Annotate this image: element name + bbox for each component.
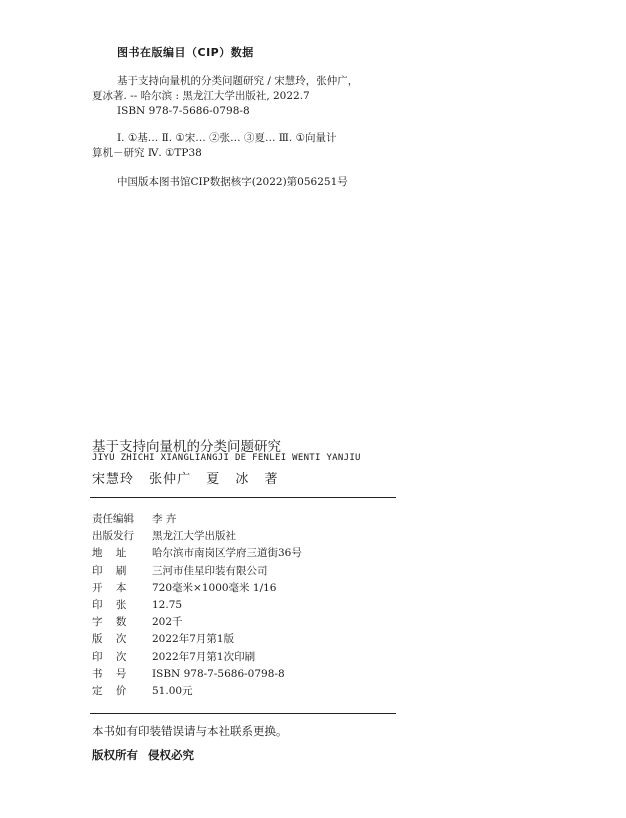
cip-classification-block xyxy=(92,131,337,161)
info-row xyxy=(92,511,302,528)
info-row xyxy=(92,614,302,631)
info-label: 印 张 xyxy=(92,598,127,611)
info-value: 51.00元 xyxy=(152,684,193,697)
cip-main-block xyxy=(92,74,358,119)
info-value: 2022年7月第1版 xyxy=(152,633,235,646)
cip-approval-note xyxy=(92,175,348,190)
info-label: 责任编辑 xyxy=(92,513,134,525)
info-value: 720毫米×1000毫米 1/16 xyxy=(152,581,277,594)
cip-heading: 图书在版编目（CIP）数据 xyxy=(117,46,254,59)
cip-line: ISBN 978-7-5686-0798-8 xyxy=(117,105,250,117)
info-label: 出版发行 xyxy=(92,530,134,543)
info-value: 哈尔滨市南岗区学府三道街36号 xyxy=(152,547,302,560)
info-row xyxy=(92,545,302,562)
info-label: 印 刷 xyxy=(92,564,127,577)
info-label: 开 本 xyxy=(92,581,127,594)
info-label: 印 次 xyxy=(92,650,127,663)
defect-notice: 本书如有印装错误请与本社联系更换。 xyxy=(92,724,288,738)
info-row xyxy=(92,597,302,614)
info-row xyxy=(92,631,302,648)
info-value: 黑龙江大学出版社 xyxy=(152,530,236,543)
info-row xyxy=(92,580,302,597)
copyright-notice: 版权所有 侵权必究 xyxy=(92,748,195,762)
info-value: 2022年7月第1次印刷 xyxy=(152,650,256,663)
info-row xyxy=(92,649,302,666)
info-row xyxy=(92,683,302,700)
info-row xyxy=(92,666,302,683)
info-label: 书 号 xyxy=(92,667,127,680)
info-value: 202千 xyxy=(152,616,183,629)
info-row xyxy=(92,563,302,580)
info-value: ISBN 978-7-5686-0798-8 xyxy=(152,667,285,680)
cip-approval-text: 中国版本图书馆CIP数据核字(2022)第056251号 xyxy=(117,176,348,188)
cip-line: 基于支持向量机的分类问题研究 / 宋慧玲，张仲广， xyxy=(117,75,359,87)
info-value: 三河市佳星印装有限公司 xyxy=(152,564,268,577)
book-title-pinyin: JIYU ZHICHI XIANGLIANGJI DE FENLEI WENTI YANJIU xyxy=(92,453,361,463)
info-value: 12.75 xyxy=(152,598,183,611)
info-label: 定 价 xyxy=(92,684,127,697)
book-title: 基于支持向量机的分类问题研究 xyxy=(92,439,281,455)
info-label: 字 数 xyxy=(92,616,127,629)
publication-info-table xyxy=(92,511,302,700)
info-label: 地 址 xyxy=(92,547,127,560)
cip-class-line: Ⅰ. ①基… Ⅱ. ①宋… ②张… ③夏… Ⅲ. ①向量计 xyxy=(117,132,337,144)
divider-bottom xyxy=(90,713,396,714)
cip-class-line: 算机－研究 Ⅳ. ①TP38 xyxy=(92,147,202,159)
info-value: 李 卉 xyxy=(152,513,177,525)
info-label: 版 次 xyxy=(92,633,127,646)
cip-line: 夏冰著. -- 哈尔滨 : 黑龙江大学出版社, 2022.7 xyxy=(92,90,310,102)
info-row xyxy=(92,528,302,545)
divider-top xyxy=(90,497,396,498)
book-authors: 宋慧玲 张仲广 夏 冰 著 xyxy=(92,472,279,487)
